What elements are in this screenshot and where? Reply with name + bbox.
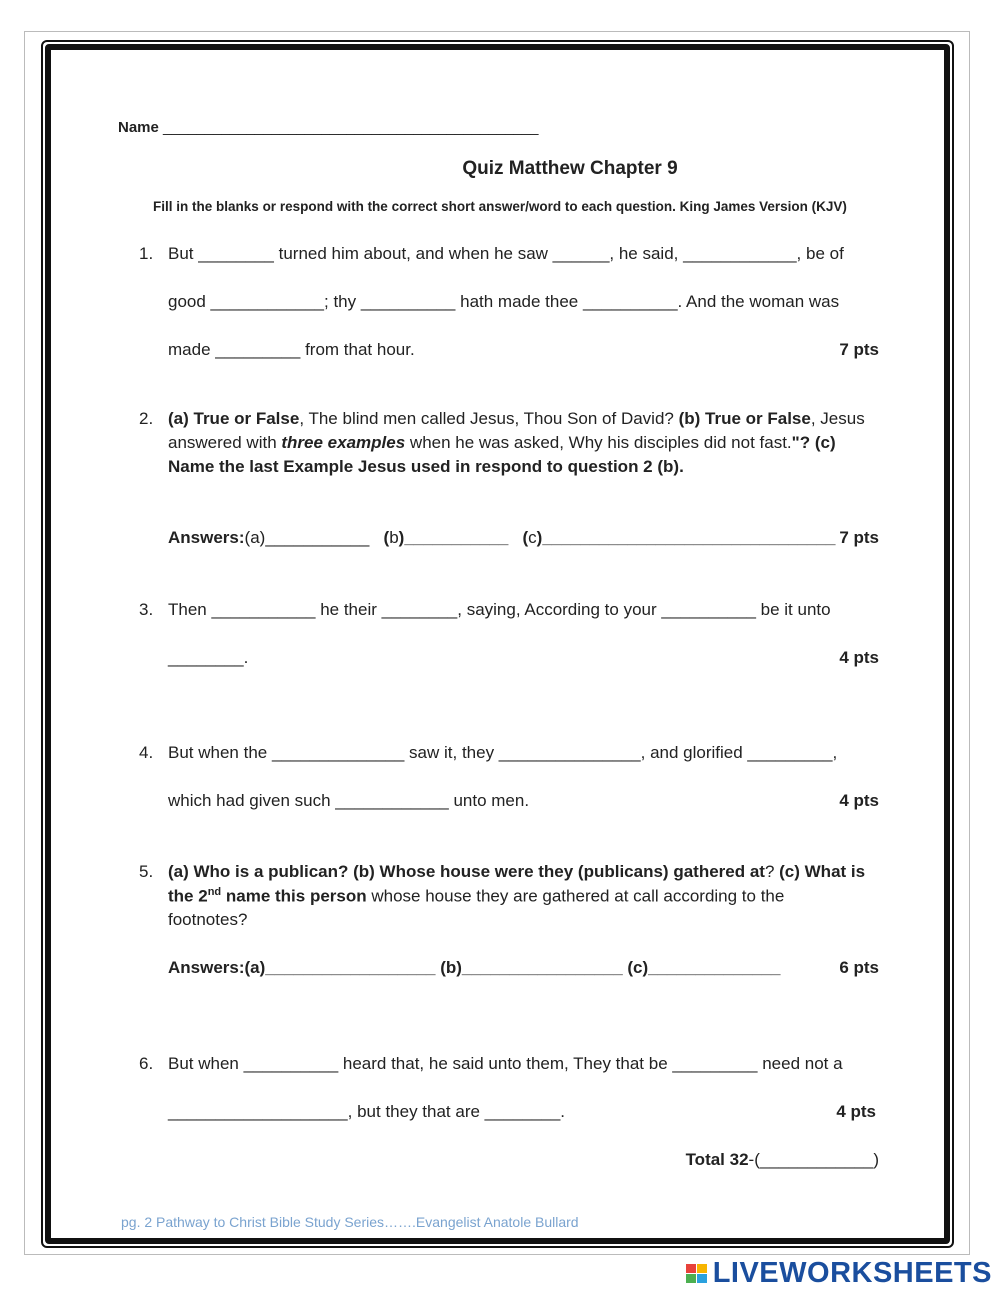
name-blank[interactable]: _____________________________________________ bbox=[163, 119, 539, 136]
q3-line2[interactable]: ________. bbox=[168, 648, 249, 667]
q6-number: 6. bbox=[139, 1054, 154, 1073]
q5-line1-bold2: (c) What is bbox=[779, 862, 866, 881]
q2-line2-pre: answered with bbox=[168, 433, 282, 452]
q4-number: 4. bbox=[139, 743, 154, 762]
q2-line3: Name the last Example Jesus used in respond to question 2 (b). bbox=[168, 457, 684, 476]
q2-answer-c-blank[interactable]: )_______________________________ bbox=[536, 528, 836, 547]
q5-line2-sup: nd bbox=[207, 886, 222, 898]
q1-line2[interactable]: good ____________; thy __________ hath made thee __________. And the woman was bbox=[168, 292, 840, 311]
q2-answer-c-open: ( bbox=[522, 528, 529, 547]
q6-line2[interactable]: ___________________, but they that are ________. bbox=[168, 1102, 566, 1121]
q2-answers-label: Answers: bbox=[168, 528, 245, 547]
liveworksheets-brand[interactable] bbox=[686, 1257, 992, 1290]
q2-line1 bbox=[168, 409, 865, 429]
q2-line2-em: three examples bbox=[281, 433, 406, 452]
q4-line1[interactable]: But when the ______________ saw it, they _______________, and glorified _________, bbox=[168, 743, 838, 762]
q2-answer-a-letter: a bbox=[250, 528, 260, 547]
q2-line2 bbox=[168, 433, 836, 453]
total-score[interactable] bbox=[686, 1150, 879, 1170]
q2-line2-post: when he was asked, Why his disciples did not fast. bbox=[405, 433, 792, 452]
q2-answer-c-letter: c bbox=[528, 528, 537, 547]
q6-line1[interactable]: But when __________ heard that, he said unto them, They that be _________ need not a bbox=[168, 1054, 843, 1073]
q4-points: 4 pts bbox=[839, 791, 879, 810]
q5-line2 bbox=[168, 886, 784, 907]
q2-points: 7 pts bbox=[839, 528, 879, 547]
q5-line2-rest: whose house they are gathered at call according to the bbox=[366, 886, 785, 906]
total-label: Total 32 bbox=[685, 1150, 749, 1169]
q5-line2-bold2: name this person bbox=[221, 886, 367, 906]
name-label: Name bbox=[118, 119, 159, 136]
q4-line2[interactable]: which had given such ____________ unto men. bbox=[168, 791, 530, 810]
instructions: Fill in the blanks or respond with the correct short answer/word to each question. King James Version (KJV) bbox=[153, 199, 847, 214]
q5-answers[interactable]: Answers:(a)__________________ (b)_________________ (c)______________ bbox=[168, 958, 781, 977]
q6-points: 4 pts bbox=[836, 1102, 876, 1121]
q5-points: 6 pts bbox=[839, 958, 879, 977]
q2-b-text: , Jesus bbox=[810, 409, 865, 428]
q1-number: 1. bbox=[139, 244, 154, 263]
q2-answer-b-letter: b bbox=[389, 528, 399, 547]
q2-a-label: (a) True or False bbox=[168, 409, 300, 428]
q5-line1-bold: (a) Who is a publican? (b) Whose house were they (publicans) gathered at bbox=[168, 862, 765, 881]
q2-answer-a-open: ( bbox=[244, 528, 251, 547]
q1-line3[interactable]: made _________ from that hour. bbox=[168, 340, 415, 359]
q2-a-text: , The blind men called Jesus, Thou Son of David? bbox=[299, 409, 679, 428]
q3-points: 4 pts bbox=[839, 648, 879, 667]
q2-answer-b-open: ( bbox=[383, 528, 390, 547]
q2-b-label: (b) True or False bbox=[678, 409, 811, 428]
liveworksheets-logo-icon bbox=[686, 1264, 707, 1283]
total-blank[interactable]: -(____________) bbox=[748, 1150, 879, 1169]
q3-line1[interactable]: Then ___________ he their ________, saying, According to your __________ be it unto bbox=[168, 600, 831, 619]
q1-line1[interactable]: But ________ turned him about, and when he saw ______, he said, ____________, be of bbox=[168, 244, 844, 263]
q2-line2-bold: "? (c) bbox=[791, 433, 836, 452]
q3-number: 3. bbox=[139, 600, 154, 619]
page-title: Quiz Matthew Chapter 9 bbox=[462, 158, 678, 179]
page-footer: pg. 2 Pathway to Christ Bible Study Series…….Evangelist Anatole Bullard bbox=[121, 1214, 579, 1230]
q2-answers[interactable] bbox=[168, 528, 835, 548]
q2-answer-b-blank[interactable]: )___________ bbox=[398, 528, 509, 547]
brand-text: LIVEWORKSHEETS bbox=[712, 1257, 992, 1289]
q5-line1 bbox=[168, 862, 865, 882]
q5-line2-bold: the 2 bbox=[168, 886, 208, 906]
q2-number: 2. bbox=[139, 409, 154, 428]
q5-line1-q: ? bbox=[764, 862, 780, 881]
q1-points: 7 pts bbox=[839, 340, 879, 359]
q2-answer-a-blank[interactable]: )___________ bbox=[259, 528, 370, 547]
q5-number: 5. bbox=[139, 862, 154, 881]
q5-line3: footnotes? bbox=[168, 910, 248, 929]
name-field[interactable] bbox=[118, 119, 538, 136]
